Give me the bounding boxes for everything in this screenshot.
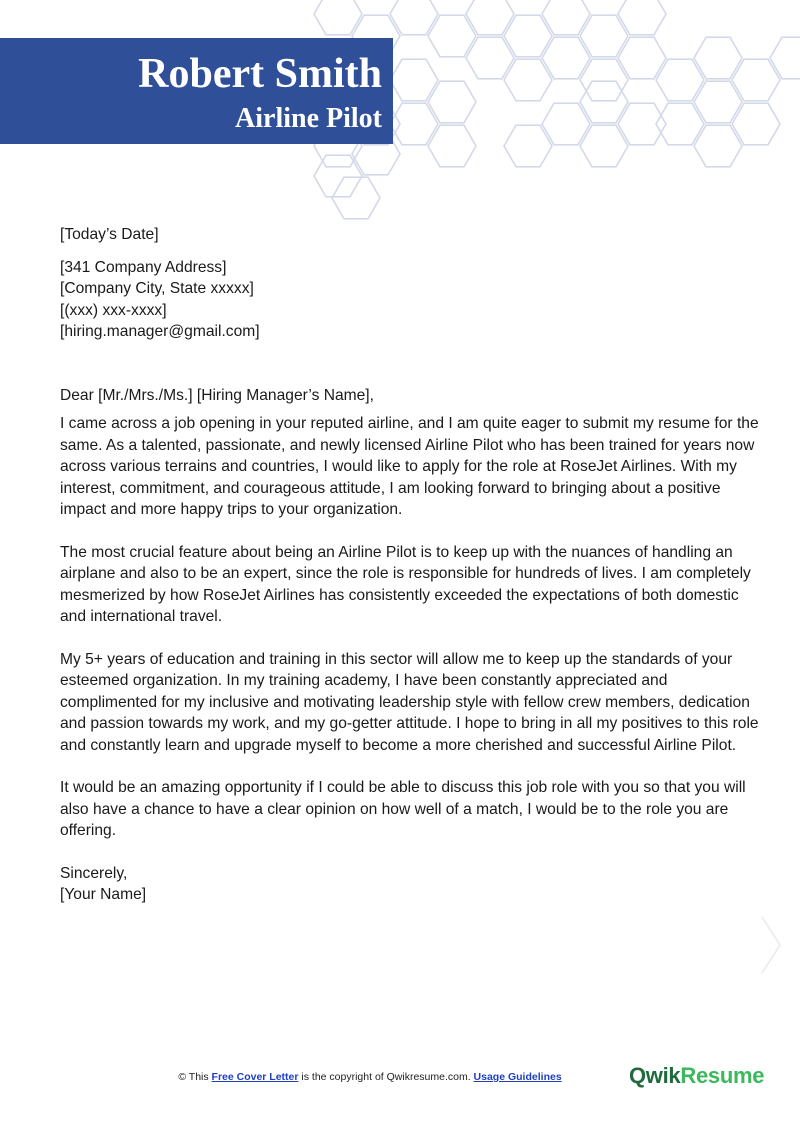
hexagon-shape: [542, 103, 590, 145]
hexagon-shape: [656, 59, 704, 101]
address-line: [Company City, State xxxxx]: [60, 280, 254, 297]
hexagon-shape: [580, 81, 628, 123]
hexagon-shape: [732, 59, 780, 101]
recipient-address: [60, 257, 760, 343]
hexagon-shape: [694, 125, 742, 167]
hexagon-shape: [504, 59, 552, 101]
hexagon-shape: [580, 59, 628, 101]
footer-middle: is the copyright of Qwikresume.com.: [298, 1071, 474, 1083]
hexagon-shape: [390, 0, 438, 35]
body-paragraph: My 5+ years of education and training in this sector will allow me to keep up the standards of your esteemed organization. In my training academy, I have been constantly appreciated and complimented for my inclusive and motivating leadership style with fellow crew members, dedication and passion towards my work, and my go-getter attitude. I hope to bring in all my positives to this role and constantly learn and upgrade myself to become a more cherished and successful Airline Pilot.: [60, 650, 759, 754]
hexagon-shape: [504, 125, 552, 167]
hexagon-shape: [580, 125, 628, 167]
hexagon-shape: [770, 37, 800, 79]
hexagon-shape: [656, 103, 704, 145]
logo-part-qwik: Qwik: [629, 1063, 681, 1088]
applicant-name: Robert Smith: [138, 51, 382, 97]
logo-part-resume: Resume: [680, 1063, 765, 1088]
hexagon-shape: [428, 15, 476, 57]
hexagon-shape: [694, 37, 742, 79]
hexagon-shape: [428, 81, 476, 123]
footer-prefix: © This: [178, 1071, 212, 1083]
hexagon-shape: [314, 0, 362, 35]
hexagon-shape: [428, 125, 476, 167]
closing-phrase: Sincerely,: [60, 864, 128, 882]
body-paragraph: I came across a job opening in your reputed airline, and I am quite eager to submit my resume for the same. As a talented, passionate, and newly licensed Airline Pilot who has been trained for years now across various terrains and countries, I would like to apply for the role at RoseJet Airlines. With my interest, commitment, and courageous attitude, I am looking forward to bringing about a positive impact and more happy trips to your organization.: [60, 415, 759, 518]
address-line: [hiring.manager@gmail.com]: [60, 323, 260, 340]
usage-guidelines-link[interactable]: Usage Guidelines: [473, 1071, 562, 1083]
body-paragraph: It would be an amazing opportunity if I could be able to discuss this job role with you so that you will also have a chance to have a clear opinion on how well of a match, I would be to the role you are offering.: [60, 779, 746, 839]
hexagon-shape: [542, 37, 590, 79]
free-cover-letter-link[interactable]: Free Cover Letter: [211, 1071, 299, 1083]
hexagon-shape: [694, 81, 742, 123]
job-title: Airline Pilot: [235, 103, 382, 134]
hexagon-shape: [314, 155, 362, 197]
cover-letter-body: [60, 224, 760, 906]
hexagon-shape: [732, 103, 780, 145]
signature-placeholder: [Your Name]: [60, 886, 147, 903]
address-line: [(xxx) xxx-xxxx]: [60, 301, 167, 319]
hexagon-shape: [618, 37, 666, 79]
letter-date: [Today’s Date]: [60, 226, 159, 243]
body-paragraph: The most crucial feature about being an Airline Pilot is to keep up with the nuances of handling an airplane and also to be an expert, since the role is responsible for hundreds of lives. I am completely mesmerized by how RoseJet Airlines has consistently exceeded the expectations of both domestic and international travel.: [60, 543, 751, 625]
hexagon-shape: [332, 177, 380, 219]
hexagon-shape: [390, 59, 438, 101]
hexagon-shape: [618, 0, 666, 35]
hexagon-shape: [618, 103, 666, 145]
header-band: [0, 38, 393, 144]
hexagon-shape: [504, 15, 552, 57]
chevron-right-icon: [756, 915, 786, 975]
hexagon-shape: [390, 103, 438, 145]
hexagon-shape: [542, 0, 590, 35]
closing-block: [60, 863, 760, 906]
hexagon-shape: [580, 15, 628, 57]
hexagon-shape: [466, 37, 514, 79]
hexagon-shape: [466, 0, 514, 35]
qwikresume-logo[interactable]: [629, 1062, 764, 1090]
address-line: [341 Company Address]: [60, 258, 227, 276]
salutation: Dear [Mr./Mrs./Ms.] [Hiring Manager’s Name],: [60, 386, 374, 404]
